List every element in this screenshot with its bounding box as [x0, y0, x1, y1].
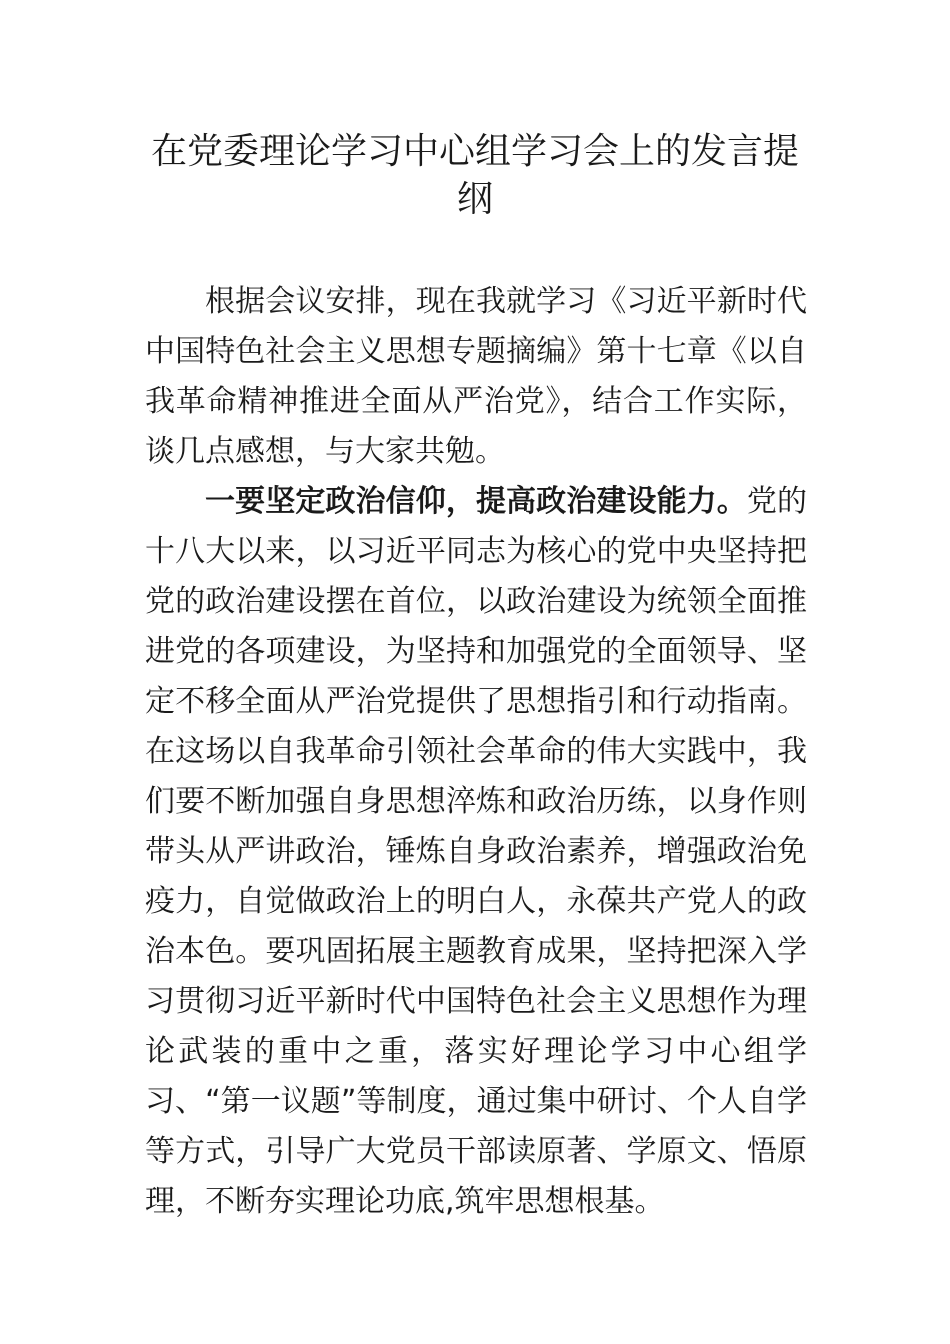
document-body: [145, 277, 807, 1227]
section-1-heading: 一要坚定政治信仰，提高政治建设能力。: [205, 484, 747, 519]
document-title: 在党委理论学习中心组学习会上的发言提纲: [150, 131, 799, 220]
intro-paragraph: 根据会议安排，现在我就学习《习近平新时代中国特色社会主义思想专题摘编》第十七章《以自我革命精神推进全面从严治党》，结合工作实际，谈几点感想，与大家共勉。: [145, 284, 807, 469]
section-1-text: 党的十八大以来，以习近平同志为核心的党中央坚持把党的政治建设摆在首位，以政治建设为统领全面推进党的各项建设，为坚持和加强党的全面领导、坚定不移全面从严治党提供了思想指引和行动指南。在这场以自我革命引领社会革命的伟大实践中，我们要不断加强自身思想淬炼和政治历练，以身作则带头从严讲政治，锤炼自身政治素养，增强政治免疫力，自觉做政治上的明白人，永葆共产党人的政治本色。要巩固拓展主题教育成果，坚持把深入学习贯彻习近平新时代中国特色社会主义思想作为理论武装的重中之重，落实好理论学习中心组学习、“第一议题”等制度，通过集中研讨、个人自学等方式，引导广大党员干部读原著、学原文、悟原理，不断夯实理论功底,筑牢思想根基。: [145, 484, 808, 1219]
section-1-paragraph: [145, 477, 807, 1227]
